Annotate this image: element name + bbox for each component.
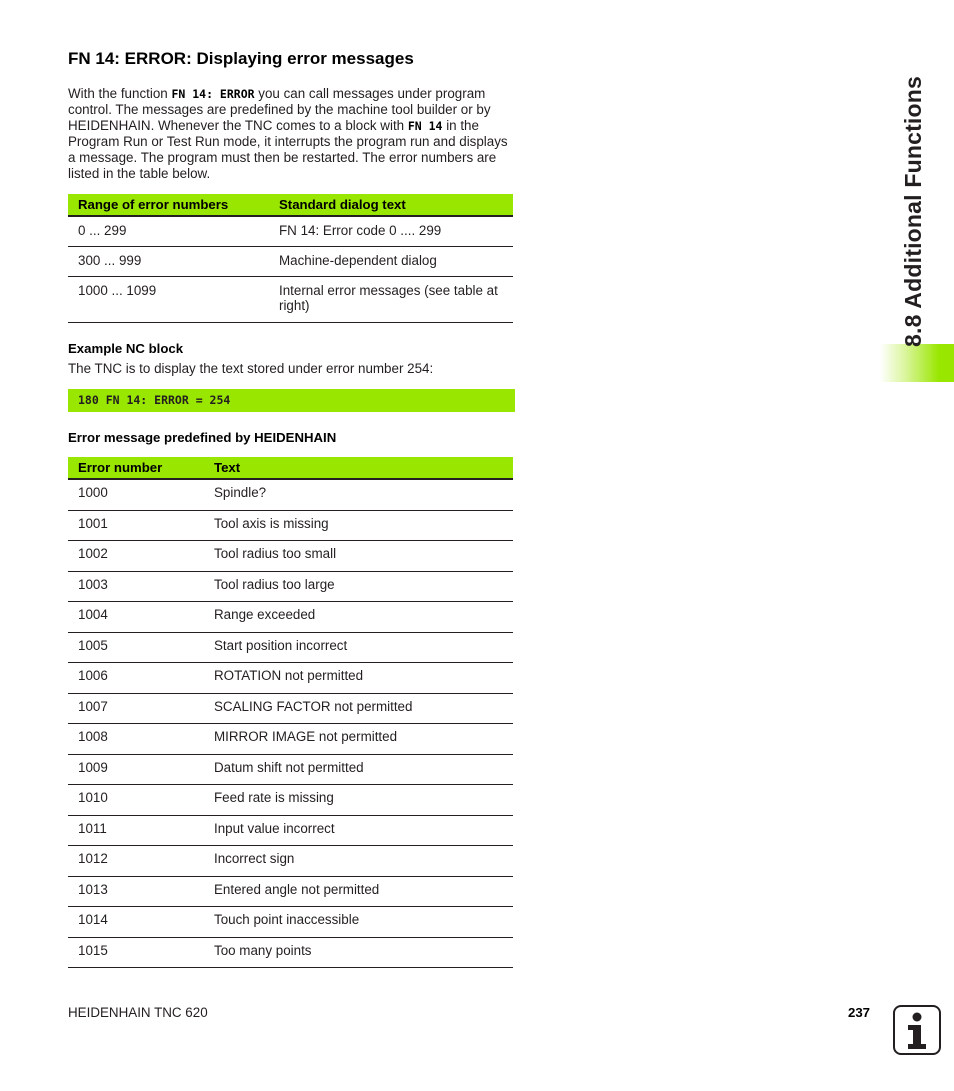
example-description: The TNC is to display the text stored under error number 254:	[68, 361, 434, 376]
range-cell: 1000 ... 1099	[68, 277, 269, 323]
column-header-dialog-text: Standard dialog text	[269, 194, 513, 216]
range-cell: 0 ... 299	[68, 216, 269, 247]
dialog-text-cell: Machine-dependent dialog	[269, 247, 513, 277]
error-text-cell: Datum shift not permitted	[204, 754, 513, 785]
error-number-cell: 1004	[68, 602, 204, 633]
range-cell: 300 ... 999	[68, 247, 269, 277]
intro-text-3: in the Program Run or Test Run mode, it interrupts the program run and displays a message. The program must then be restarted. The error numbers are listed in the table below.	[68, 118, 508, 181]
example-heading: Example NC block	[68, 341, 184, 356]
table-row	[68, 846, 513, 877]
table-header-row	[68, 457, 513, 479]
inline-code-fn14-error: FN 14: ERROR	[171, 87, 255, 101]
error-number-cell: 1011	[68, 815, 204, 846]
error-text-cell: ROTATION not permitted	[204, 663, 513, 694]
error-number-cell: 1015	[68, 937, 204, 968]
page-number: 237	[848, 1005, 871, 1020]
table-row	[68, 510, 513, 541]
table-row	[68, 247, 513, 277]
error-text-cell: Range exceeded	[204, 602, 513, 633]
table-row	[68, 876, 513, 907]
table-row	[68, 724, 513, 755]
table-row	[68, 785, 513, 816]
error-text-cell: Tool axis is missing	[204, 510, 513, 541]
error-text-cell: Feed rate is missing	[204, 785, 513, 816]
footer-product-name: HEIDENHAIN TNC 620	[68, 1005, 208, 1020]
table-row	[68, 216, 513, 247]
intro-text-1: With the function	[68, 86, 172, 101]
error-number-cell: 1007	[68, 693, 204, 724]
column-header-range: Range of error numbers	[68, 194, 269, 216]
error-message-table	[68, 457, 513, 968]
error-number-cell: 1001	[68, 510, 204, 541]
table-header-row	[68, 194, 513, 216]
error-number-cell: 1010	[68, 785, 204, 816]
table-row	[68, 571, 513, 602]
error-number-cell: 1005	[68, 632, 204, 663]
intro-text-2: you can call messages under program control. The messages are predefined by the machine tool builder or by HEIDENHAIN. Whenever the TNC comes to a block with	[68, 86, 491, 133]
table-row	[68, 479, 513, 510]
nc-code-block	[68, 389, 515, 412]
table-row	[68, 907, 513, 938]
nc-code-text: 180 FN 14: ERROR = 254	[78, 393, 231, 407]
chapter-side-title	[897, 0, 937, 350]
table-row	[68, 693, 513, 724]
intro-paragraph	[68, 86, 518, 182]
table-row	[68, 541, 513, 572]
section-heading: FN 14: ERROR: Displaying error messages	[68, 49, 414, 68]
error-text-cell: Tool radius too small	[204, 541, 513, 572]
error-text-cell: Spindle?	[204, 479, 513, 510]
dialog-text-cell: FN 14: Error code 0 .... 299	[269, 216, 513, 247]
table-row	[68, 277, 513, 323]
error-number-cell: 1000	[68, 479, 204, 510]
error-text-cell: Input value incorrect	[204, 815, 513, 846]
error-number-cell: 1006	[68, 663, 204, 694]
error-text-cell: Incorrect sign	[204, 846, 513, 877]
error-number-cell: 1013	[68, 876, 204, 907]
error-text-cell: MIRROR IMAGE not permitted	[204, 724, 513, 755]
error-text-cell: Touch point inaccessible	[204, 907, 513, 938]
error-text-cell: SCALING FACTOR not permitted	[204, 693, 513, 724]
info-icon	[893, 1005, 941, 1055]
error-number-cell: 1014	[68, 907, 204, 938]
error-number-cell: 1002	[68, 541, 204, 572]
error-number-cell: 1009	[68, 754, 204, 785]
column-header-text: Text	[204, 457, 513, 479]
error-text-cell: Entered angle not permitted	[204, 876, 513, 907]
inline-code-fn14: FN 14	[407, 119, 443, 133]
error-number-cell: 1012	[68, 846, 204, 877]
table-row	[68, 937, 513, 968]
error-number-cell: 1003	[68, 571, 204, 602]
table-row	[68, 663, 513, 694]
error-table-heading: Error message predefined by HEIDENHAIN	[68, 430, 337, 445]
table-row	[68, 815, 513, 846]
dialog-text-cell: Internal error messages (see table at right)	[269, 277, 513, 323]
error-number-cell: 1008	[68, 724, 204, 755]
chapter-side-title-text: 8.8 Additional Functions	[900, 75, 926, 347]
column-header-error-number: Error number	[68, 457, 204, 479]
error-text-cell: Start position incorrect	[204, 632, 513, 663]
error-range-table	[68, 194, 513, 323]
table-row	[68, 754, 513, 785]
error-text-cell: Too many points	[204, 937, 513, 968]
table-row	[68, 602, 513, 633]
table-row	[68, 632, 513, 663]
error-text-cell: Tool radius too large	[204, 571, 513, 602]
